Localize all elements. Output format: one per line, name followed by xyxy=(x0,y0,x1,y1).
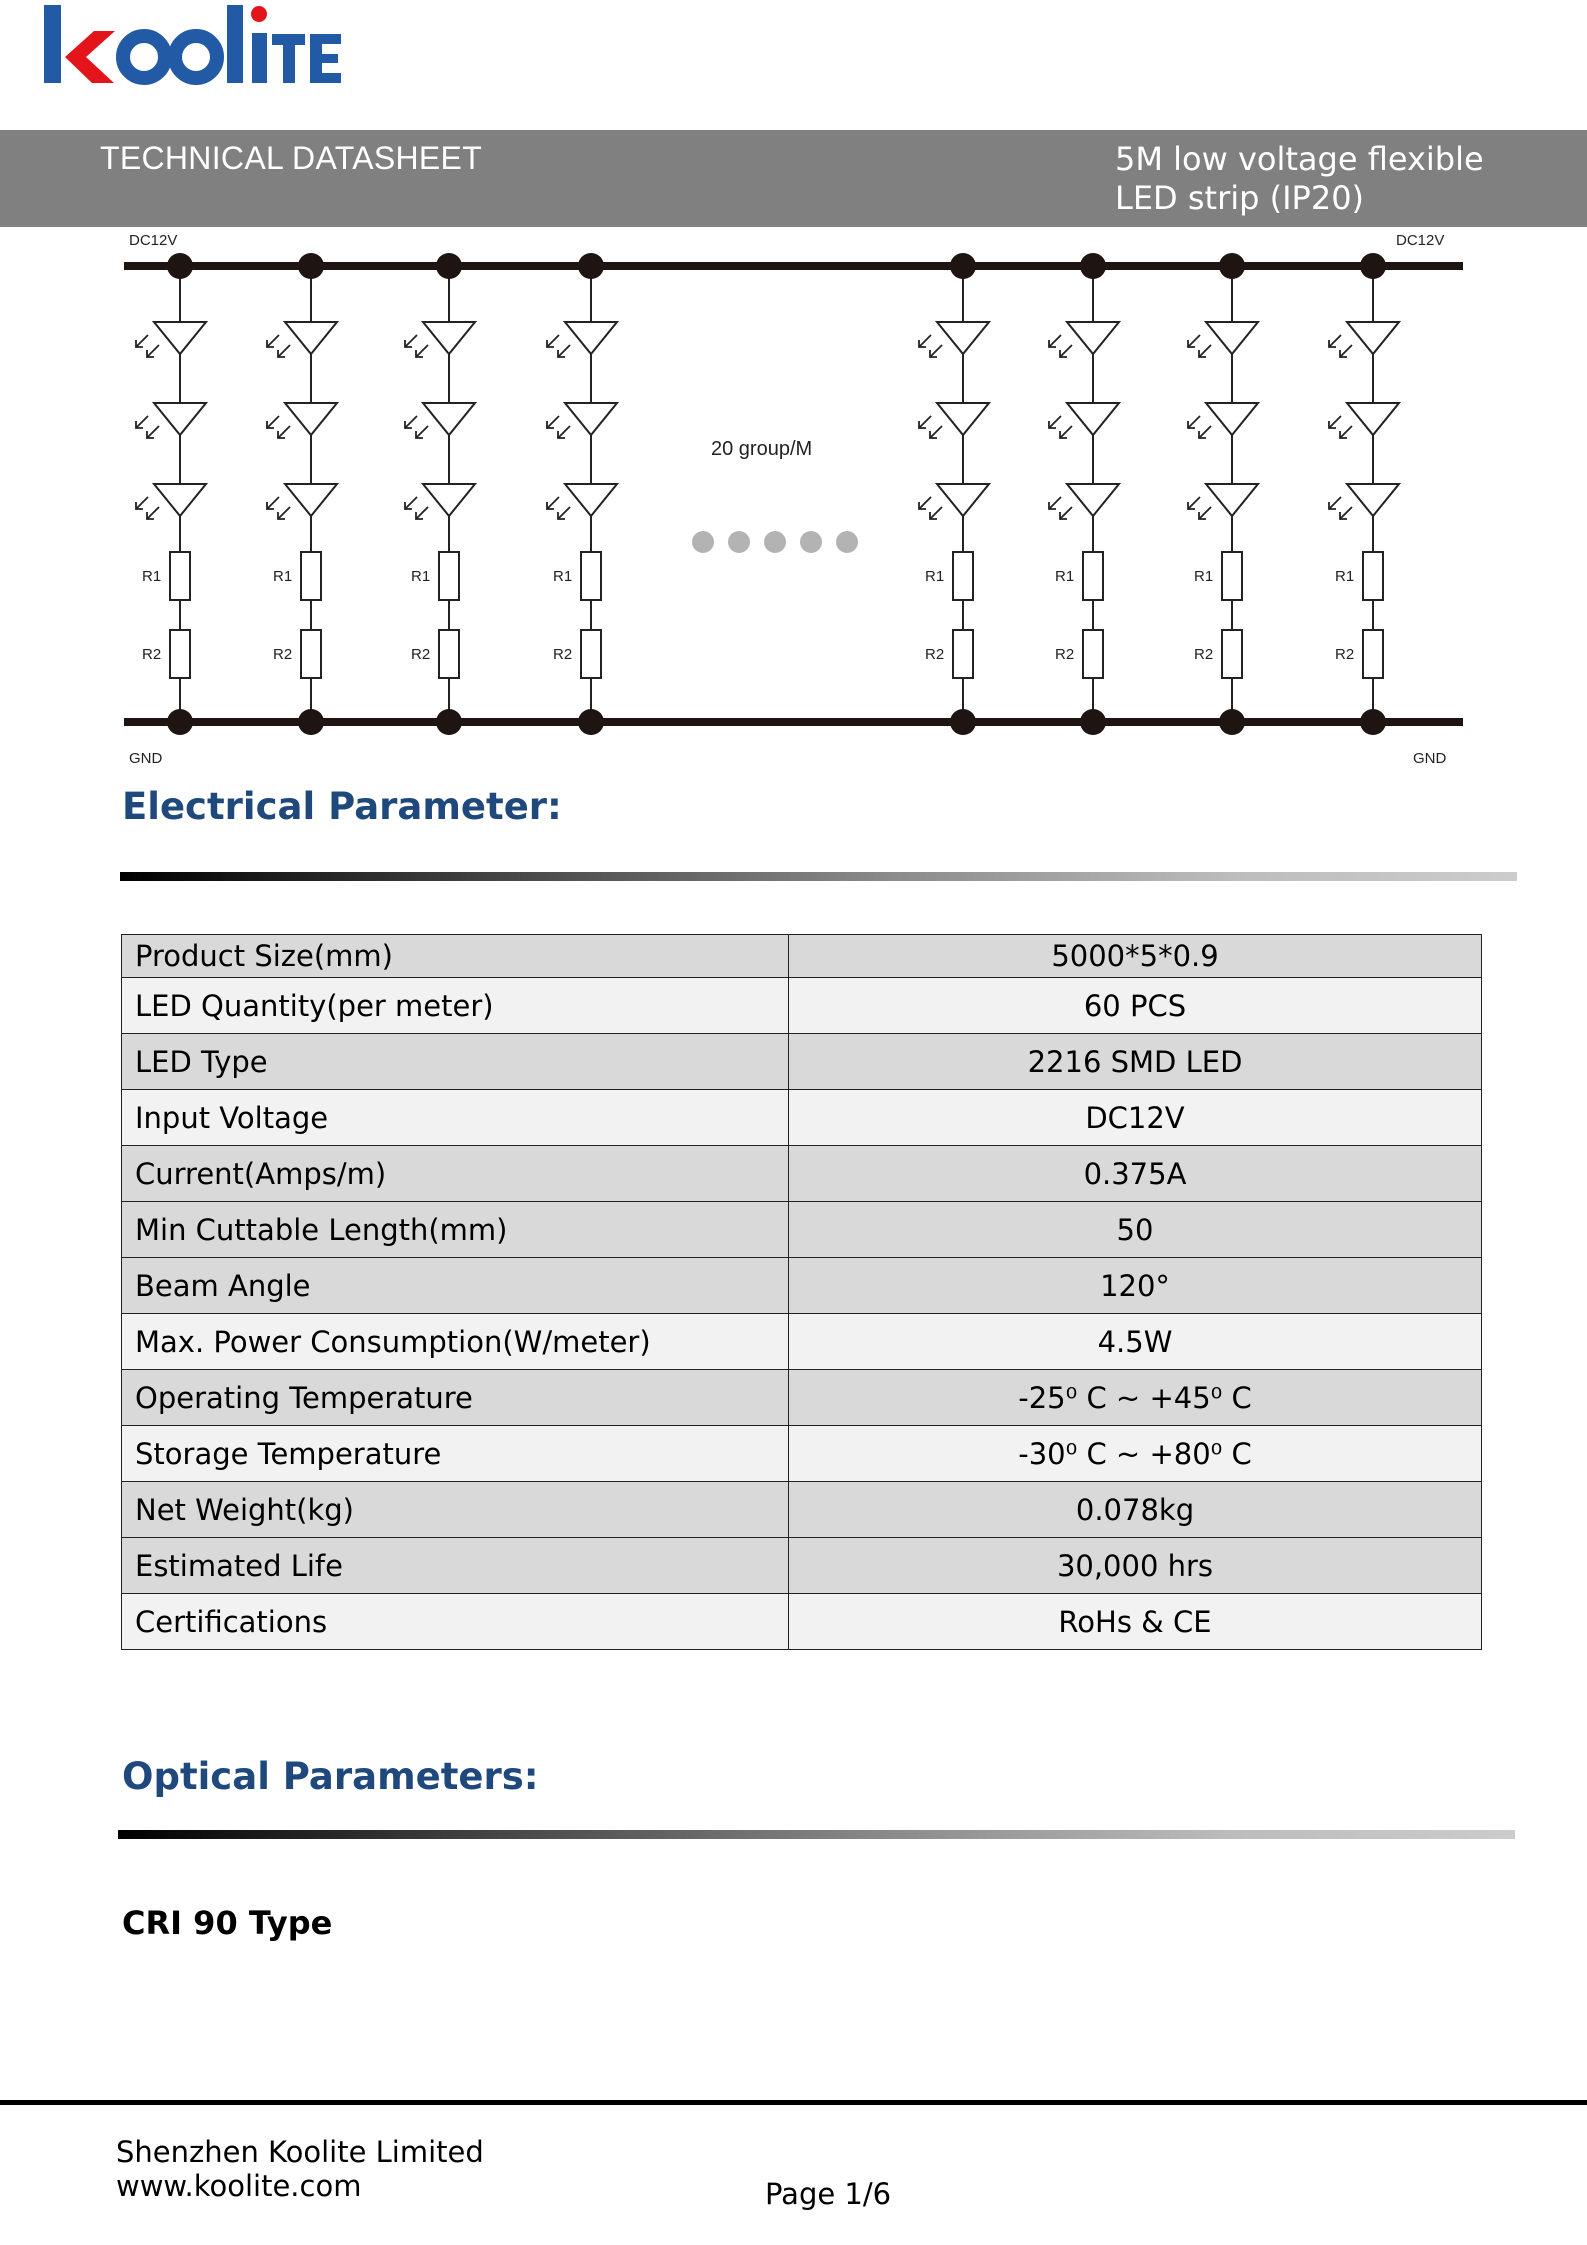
parameter-name: Min Cuttable Length(mm) xyxy=(122,1202,789,1258)
resistor-label: R1 xyxy=(411,568,431,585)
parameter-name: Estimated Life xyxy=(122,1538,789,1594)
led-symbol xyxy=(285,403,337,435)
resistor-symbol xyxy=(1083,552,1103,600)
led-symbol xyxy=(1067,322,1119,354)
resistor-label: R2 xyxy=(925,646,945,663)
product-title-line1: 5M low voltage flexible xyxy=(1115,140,1484,178)
led-symbol xyxy=(1067,484,1119,516)
light-emission-arrows-icon xyxy=(1188,416,1211,438)
parameter-value: 120° xyxy=(789,1258,1482,1314)
supply-junction xyxy=(578,253,604,279)
ground-junction xyxy=(436,709,462,735)
supply-junction xyxy=(298,253,324,279)
led-symbol xyxy=(565,484,617,516)
table-row xyxy=(122,1034,1482,1090)
led-symbol xyxy=(1347,403,1399,435)
led-symbol xyxy=(285,322,337,354)
table-row xyxy=(122,978,1482,1034)
logo-t-stem xyxy=(283,34,295,83)
ground-junction xyxy=(950,709,976,735)
supply-junction xyxy=(1360,253,1386,279)
logo-l xyxy=(227,5,243,83)
table-row xyxy=(122,1538,1482,1594)
supply-junction xyxy=(950,253,976,279)
circuit-diagram xyxy=(0,227,1587,777)
ellipsis-dot xyxy=(728,531,750,553)
ground-junction xyxy=(578,709,604,735)
ground-junction xyxy=(1360,709,1386,735)
led-branch xyxy=(919,253,989,735)
led-symbol xyxy=(154,322,206,354)
logo-o1 xyxy=(123,36,165,78)
parameter-name: Certifications xyxy=(122,1594,789,1650)
led-symbol xyxy=(423,484,475,516)
ground-junction xyxy=(167,709,193,735)
led-symbol xyxy=(1206,322,1258,354)
led-branches xyxy=(136,253,1399,735)
light-emission-arrows-icon xyxy=(1329,335,1352,357)
led-symbol xyxy=(154,484,206,516)
parameter-value: 50 xyxy=(789,1202,1482,1258)
light-emission-arrows-icon xyxy=(405,335,428,357)
table-row xyxy=(122,1594,1482,1650)
parameter-name: Product Size(mm) xyxy=(122,935,789,978)
led-symbol xyxy=(1347,322,1399,354)
led-branch xyxy=(547,253,617,735)
parameter-name: LED Type xyxy=(122,1034,789,1090)
ground-junction xyxy=(298,709,324,735)
parameter-name: LED Quantity(per meter) xyxy=(122,978,789,1034)
light-emission-arrows-icon xyxy=(1188,497,1211,519)
company-website[interactable]: www.koolite.com xyxy=(116,2169,362,2203)
page-number: Page 1/6 xyxy=(765,2177,892,2211)
led-symbol xyxy=(1067,403,1119,435)
footer-company-info xyxy=(116,2135,484,2203)
parameter-name: Max. Power Consumption(W/meter) xyxy=(122,1314,789,1370)
parameter-value: 0.078kg xyxy=(789,1482,1482,1538)
parameter-name: Current(Amps/m) xyxy=(122,1146,789,1202)
logo-k-stem xyxy=(44,5,61,83)
koolite-logo xyxy=(44,0,344,90)
ground-junction xyxy=(1080,709,1106,735)
led-symbol xyxy=(154,403,206,435)
light-emission-arrows-icon xyxy=(136,335,159,357)
led-branch xyxy=(267,253,337,735)
resistor-label: R2 xyxy=(1055,646,1075,663)
light-emission-arrows-icon xyxy=(136,497,159,519)
light-emission-arrows-icon xyxy=(405,497,428,519)
parameter-value: 30,000 hrs xyxy=(789,1538,1482,1594)
led-symbol xyxy=(937,322,989,354)
light-emission-arrows-icon xyxy=(919,335,942,357)
light-emission-arrows-icon xyxy=(547,497,570,519)
document-type-title: TECHNICAL DATASHEET xyxy=(100,140,483,176)
light-emission-arrows-icon xyxy=(1049,416,1072,438)
supply-junction xyxy=(1080,253,1106,279)
company-name: Shenzhen Koolite Limited xyxy=(116,2135,484,2169)
light-emission-arrows-icon xyxy=(1049,497,1072,519)
parameter-value: 5000*5*0.9 xyxy=(789,935,1482,978)
table-row xyxy=(122,935,1482,978)
ellipsis-dot xyxy=(800,531,822,553)
parameter-name: Operating Temperature xyxy=(122,1370,789,1426)
resistor-symbol xyxy=(1222,552,1242,600)
table-row xyxy=(122,1258,1482,1314)
logo-e-top xyxy=(310,34,341,44)
ellipsis-dot xyxy=(836,531,858,553)
dc12v-label-right: DC12V xyxy=(1396,232,1445,249)
supply-junction xyxy=(1219,253,1245,279)
group-count-label: 20 group/M xyxy=(711,438,813,460)
led-branch xyxy=(405,253,475,735)
gnd-label-left: GND xyxy=(129,750,163,767)
led-branch xyxy=(1329,253,1399,735)
table-row xyxy=(122,1090,1482,1146)
parameter-value: -30⁰ C ~ +80⁰ C xyxy=(789,1426,1482,1482)
led-symbol xyxy=(1347,484,1399,516)
parameter-value: DC12V xyxy=(789,1090,1482,1146)
cri-type-subtitle: CRI 90 Type xyxy=(122,1904,333,1942)
resistor-label: R1 xyxy=(273,568,293,585)
logo-i-dot xyxy=(251,6,267,22)
resistor-symbol xyxy=(301,552,321,600)
ground-junction xyxy=(1219,709,1245,735)
continuation-dots xyxy=(692,531,858,553)
led-branch xyxy=(136,253,206,735)
resistor-symbol xyxy=(1083,630,1103,678)
electrical-section-title: Electrical Parameter: xyxy=(122,785,562,828)
ellipsis-dot xyxy=(692,531,714,553)
logo-k-chevron xyxy=(65,31,115,83)
optical-divider xyxy=(118,1830,1515,1839)
light-emission-arrows-icon xyxy=(136,416,159,438)
light-emission-arrows-icon xyxy=(267,335,290,357)
parameter-value: 4.5W xyxy=(789,1314,1482,1370)
resistor-label: R1 xyxy=(1335,568,1355,585)
logo-o2 xyxy=(175,36,217,78)
table-row xyxy=(122,1146,1482,1202)
led-symbol xyxy=(565,403,617,435)
resistor-symbol xyxy=(301,630,321,678)
resistor-symbol xyxy=(170,630,190,678)
resistor-symbol xyxy=(1222,630,1242,678)
gnd-label-right: GND xyxy=(1413,750,1447,767)
table-row xyxy=(122,1370,1482,1426)
resistor-symbol xyxy=(581,630,601,678)
light-emission-arrows-icon xyxy=(547,416,570,438)
resistor-label: R2 xyxy=(1194,646,1214,663)
led-symbol xyxy=(937,484,989,516)
resistor-label: R1 xyxy=(553,568,573,585)
optical-section-title: Optical Parameters: xyxy=(122,1755,539,1798)
resistor-label: R2 xyxy=(142,646,162,663)
table-row xyxy=(122,1202,1482,1258)
led-branch xyxy=(1049,253,1119,735)
resistor-label: R2 xyxy=(411,646,431,663)
light-emission-arrows-icon xyxy=(547,335,570,357)
parameter-value: 60 PCS xyxy=(789,978,1482,1034)
parameter-value: 2216 SMD LED xyxy=(789,1034,1482,1090)
electrical-divider xyxy=(120,872,1517,881)
dc12v-label-left: DC12V xyxy=(129,232,178,249)
resistor-label: R1 xyxy=(142,568,162,585)
light-emission-arrows-icon xyxy=(267,497,290,519)
product-title xyxy=(1115,140,1484,218)
footer-divider xyxy=(0,2100,1587,2105)
resistor-label: R1 xyxy=(1194,568,1214,585)
table-row xyxy=(122,1314,1482,1370)
resistor-symbol xyxy=(1363,552,1383,600)
resistor-symbol xyxy=(439,630,459,678)
light-emission-arrows-icon xyxy=(919,416,942,438)
parameter-value: RoHs & CE xyxy=(789,1594,1482,1650)
parameter-name: Input Voltage xyxy=(122,1090,789,1146)
resistor-symbol xyxy=(581,552,601,600)
supply-junction xyxy=(167,253,193,279)
logo-e-bottom xyxy=(310,73,341,83)
light-emission-arrows-icon xyxy=(267,416,290,438)
logo-e-mid xyxy=(310,54,338,63)
led-symbol xyxy=(423,322,475,354)
led-symbol xyxy=(423,403,475,435)
light-emission-arrows-icon xyxy=(1188,335,1211,357)
parameter-value: 0.375A xyxy=(789,1146,1482,1202)
ellipsis-dot xyxy=(764,531,786,553)
resistor-symbol xyxy=(439,552,459,600)
resistor-label: R1 xyxy=(925,568,945,585)
table-row xyxy=(122,1426,1482,1482)
parameter-name: Net Weight(kg) xyxy=(122,1482,789,1538)
light-emission-arrows-icon xyxy=(919,497,942,519)
light-emission-arrows-icon xyxy=(1329,497,1352,519)
product-title-line2: LED strip (IP20) xyxy=(1115,179,1365,217)
table-row xyxy=(122,1482,1482,1538)
resistor-symbol xyxy=(953,630,973,678)
led-branch xyxy=(1188,253,1258,735)
light-emission-arrows-icon xyxy=(1329,416,1352,438)
parameter-name: Beam Angle xyxy=(122,1258,789,1314)
led-symbol xyxy=(1206,403,1258,435)
resistor-symbol xyxy=(953,552,973,600)
parameter-value: -25⁰ C ~ +45⁰ C xyxy=(789,1370,1482,1426)
supply-junction xyxy=(436,253,462,279)
light-emission-arrows-icon xyxy=(1049,335,1072,357)
electrical-parameters-table xyxy=(121,934,1482,1650)
led-symbol xyxy=(285,484,337,516)
led-symbol xyxy=(1206,484,1258,516)
led-symbol xyxy=(565,322,617,354)
led-symbol xyxy=(937,403,989,435)
resistor-symbol xyxy=(1363,630,1383,678)
logo-i xyxy=(252,33,267,83)
resistor-label: R2 xyxy=(1335,646,1355,663)
resistor-label: R2 xyxy=(553,646,573,663)
parameter-name: Storage Temperature xyxy=(122,1426,789,1482)
resistor-label: R2 xyxy=(273,646,293,663)
light-emission-arrows-icon xyxy=(405,416,428,438)
resistor-label: R1 xyxy=(1055,568,1075,585)
resistor-symbol xyxy=(170,552,190,600)
